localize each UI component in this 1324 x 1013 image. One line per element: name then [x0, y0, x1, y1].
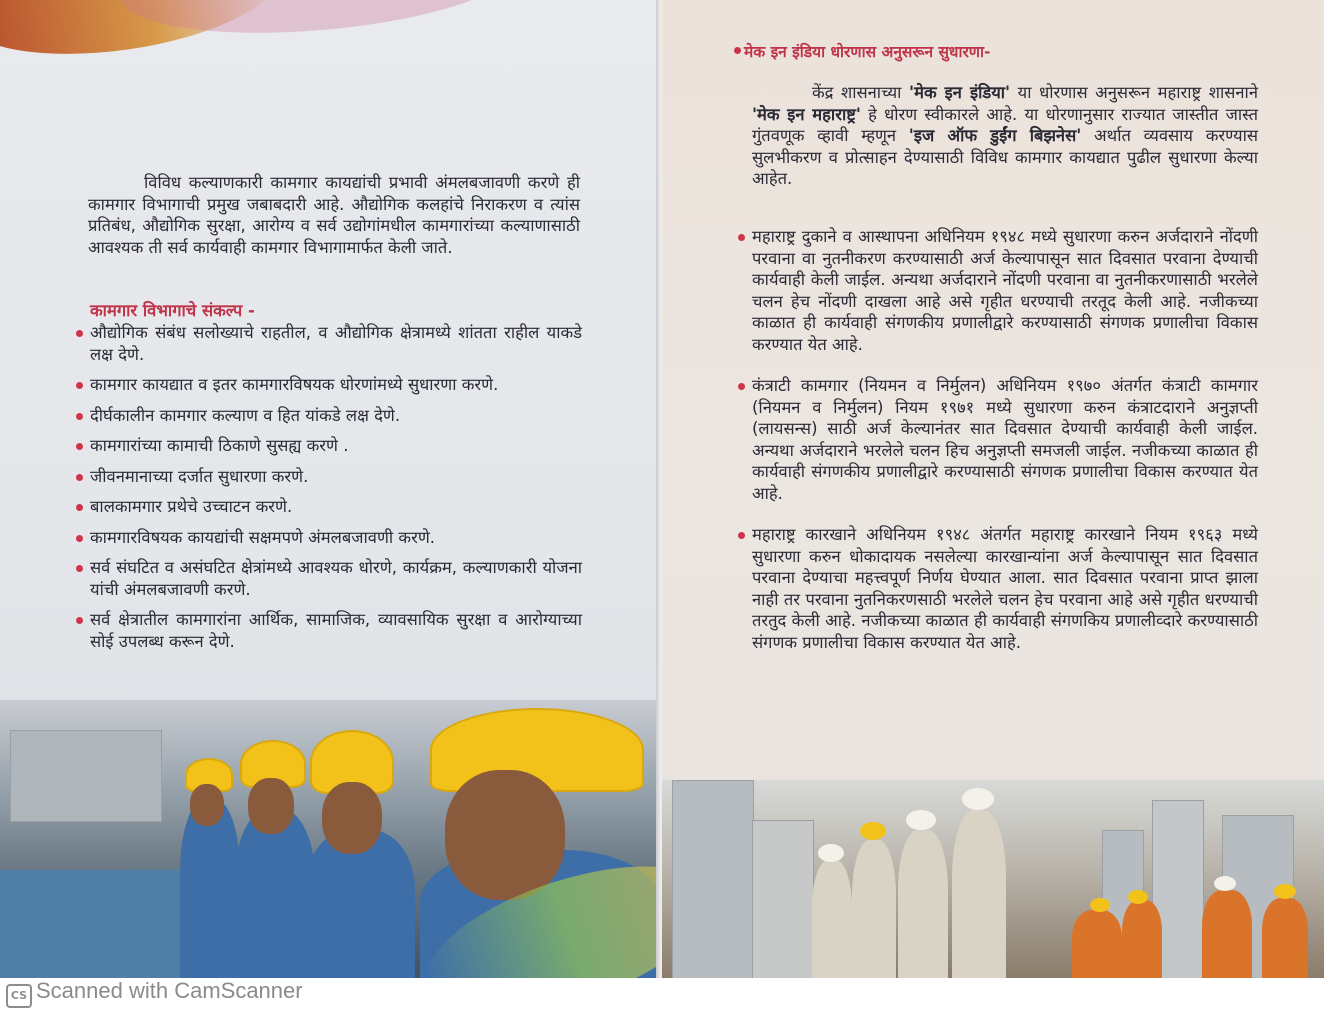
worker — [812, 860, 852, 978]
list-item: कामगार कायद्यात व इतर कामगारविषयक धोरणांमध्ये सुधारणा करणे. — [90, 374, 582, 396]
helmet-icon — [1214, 876, 1236, 891]
intro-text: या धोरणास अनुसरून महाराष्ट्र शासनाने — [1010, 83, 1258, 102]
worker — [1072, 910, 1122, 978]
helmet-icon — [860, 822, 886, 840]
worker-face — [190, 784, 224, 826]
list-item: महाराष्ट्र दुकाने व आस्थापना अधिनियम १९४८ मध्ये सुधारणा करुन अर्जदाराने नोंदणी परवाना वा नुतनीकरण करण्यासाठी अर्ज केल्यापासून सात दिवसात परवाना देण्याची कार्यवाही केली जाईल. अन्यथा अर्जदाराने नोंदणी परवाना वा नुतनीकरणासाठी भरलेले चलन हेच नोंदणी दाखला आहे असे गृहीत धरण्याची तरतूद केली आहे. नजीकच्या काळात ही कार्यवाही संगणकीय प्रणालीद्वारे करण्यासाठी संगणक प्रणालीचा विकास करण्यात येत आहे. — [752, 227, 1258, 354]
list-item: बालकामगार प्रथेचे उच्चाटन करणे. — [90, 496, 582, 518]
list-item: औद्योगिक संबंध सलोख्याचे राहतील, व औद्योगिक क्षेत्रामध्ये शांतता राहील याकडे लक्ष देणे. — [90, 323, 582, 364]
list-item: सर्व संघटित व असंघटित क्षेत्रांमध्ये आवश्यक धोरणे, कार्यक्रम, कल्याणकारी योजना यांची अंमलबजावणी करणे. — [90, 558, 582, 599]
list-item: महाराष्ट्र कारखाने अधिनियम १९४८ अंतर्गत महाराष्ट्र कारखाने नियम १९६३ मध्ये सुधारणा करुन धोकादायक नसलेल्या कारखान्यांना अर्ज केल्यापासून सात दिवसात परवाना देण्याचा महत्त्वपूर्ण निर्णय घेण्यात आला. सात दिवसात परवाना प्राप्त झाला नाही तर परवाना नुतनिकरणसाठी भरलेले चलन हेच परवाना आहे असे गृहीत धरण्याची तरतुद केली आहे. नजीकच्या काळात ही कार्यवाही संगणकिय प्रणालीव्दारे करण्यासाठी संगणक प्रणालीचा विकास करण्यात येत आहे. — [752, 525, 1258, 652]
list-item: सर्व क्षेत्रातील कामगारांना आर्थिक, सामाजिक, व्यावसायिक सुरक्षा व आरोग्याच्या सोई उपलब्ध करून देणे. — [90, 610, 582, 651]
list-item: कामगारांच्या कामाची ठिकाणे सुसह्य करणे . — [90, 435, 582, 457]
worker — [1262, 898, 1308, 978]
building — [752, 820, 814, 978]
worker — [1122, 900, 1162, 978]
worker-shirt — [235, 810, 315, 978]
worker-face — [445, 770, 565, 900]
right-bullet-list — [752, 226, 1258, 673]
scanner-watermark-text: Scanned with CamScanner — [36, 978, 303, 1003]
intro-text: अर्थात व्यवसाय करण्यास सुलभीकरण व प्रोत्साहन देण्यासाठी विविध कामगार कायद्यात पुढील सुधारणा केल्या आहेत. — [752, 126, 1259, 188]
right-section-heading: मेक इन इंडिया धोरणास अनुसरून सुधारणा- — [744, 40, 990, 62]
left-page — [0, 0, 660, 978]
list-item: जीवनमानाच्या दर्जात सुधारणा करणे. — [90, 466, 582, 488]
helmet-icon — [1090, 898, 1110, 912]
worker — [952, 810, 1006, 978]
worker — [852, 840, 896, 978]
decorative-swoosh-pink — [116, 0, 523, 47]
intro-text: केंद्र शासनाच्या — [812, 83, 910, 102]
list-item: कंत्राटी कामगार (नियमन व निर्मुलन) अधिनियम १९७० अंतर्गत कंत्राटी कामगार (नियमन व निर्मुलन) नियम १९७१ मध्ये सुधारणा करुन कंत्राटदाराने अनुज्ञप्ती (लायसन्स) साठी अर्ज केल्यानंतर सात दिवसात देण्याची कार्यवाही केली जाईल. अन्यथा अर्जदाराने भरलेले चलन हिच अनुज्ञप्ती समजली जाईल. नजीकच्या काळात ही कार्यवाही संगणकीय प्रणालीद्वारे करण्यासाठी संगणक प्रणालीचा विकास करण्यात येत आहे. — [752, 376, 1258, 503]
intro-text: हे धोरण स्वीकारले आहे. या धोरणानुसार राज्यात जास्तीत जास्त गुंतवणूक व्हावी म्हणून — [752, 104, 1258, 145]
helmet-icon — [906, 810, 936, 830]
list-item: दीर्घकालीन कामगार कल्याण व हित यांकडे लक्ष देणे. — [90, 405, 582, 427]
left-section-heading: कामगार विभागाचे संकल्प - — [90, 301, 255, 320]
intro-highlight: 'मेक इन महाराष्ट्र' — [752, 104, 861, 124]
construction-workers-photo — [662, 780, 1324, 978]
right-intro-paragraph — [752, 82, 1258, 190]
building-under-construction — [672, 780, 754, 978]
helmet-icon — [962, 788, 994, 810]
left-bullet-list — [90, 322, 582, 661]
worker-shirt — [180, 800, 240, 978]
left-intro-paragraph: विविध कल्याणकारी कामगार कायद्यांची प्रभावी अंमलबजावणी करणे ही कामगार विभागाची प्रमुख जबाबदारी आहे. औद्योगिक कलहांचे निराकरण व त्यांस प्रतिबंध, औद्योगिक सुरक्षा, आरोग्य व सर्व उद्योगांमधील कामगारांच्या कल्याणासाठी आवश्यक ती सर्व कार्यवाही कामगार विभागामार्फत केली जाते. — [88, 173, 580, 257]
worker-face — [322, 782, 382, 854]
factory-wall — [10, 730, 162, 822]
intro-highlight: 'इज ऑफ डुईंग बिझनेस' — [908, 126, 1082, 145]
helmet-icon — [818, 844, 844, 862]
intro-highlight: 'मेक इन इंडिया' — [909, 83, 1011, 102]
worker — [1202, 890, 1252, 978]
helmet-icon — [1274, 884, 1296, 899]
worker-face — [248, 778, 294, 834]
helmet-icon — [1128, 890, 1148, 904]
camscanner-logo: CS — [6, 984, 32, 1008]
worker — [898, 830, 948, 978]
list-item: कामगारविषयक कायद्यांची सक्षमपणे अंमलबजावणी करणे. — [90, 527, 582, 549]
